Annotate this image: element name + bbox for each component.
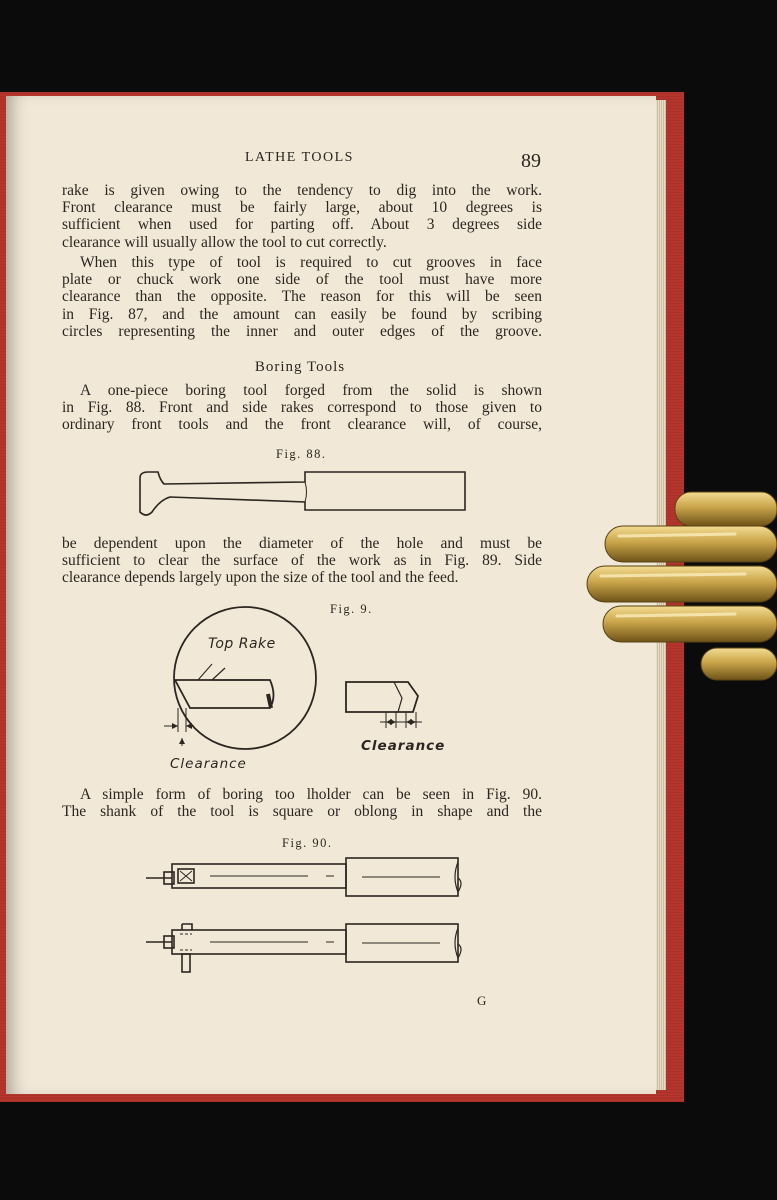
fig88-caption: Fig. 88. <box>276 447 327 461</box>
text-line: circles representing the inner and outer edges of the groove. <box>62 322 542 340</box>
paragraph-5 <box>62 786 542 820</box>
brass-hand-bookmark-icon <box>585 488 777 688</box>
page-number: 89 <box>521 150 541 172</box>
text-line: sufficient when used for parting off. About 3 degrees side <box>62 216 542 234</box>
text-line: clearance depends largely upon the size of the tool and the feed. <box>62 569 459 587</box>
text-line: A simple form of boring too lholder can be seen in Fig. 90. <box>80 786 542 803</box>
text-line: sufficient to clear the surface of the work as in Fig. 89. Side <box>62 552 542 570</box>
text-line: clearance than the opposite. The reason for this will be seen <box>62 288 542 306</box>
paragraph-3 <box>62 382 542 434</box>
label-clearance-left: Clearance <box>170 756 247 772</box>
signature-mark: G <box>477 993 487 1008</box>
label-top-rake: Top Rake <box>208 636 276 652</box>
text-line: The shank of the tool is square or oblong in shape and the <box>62 803 542 821</box>
text-line: A one-piece boring tool forged from the solid is shown <box>80 382 542 399</box>
label-clearance-right: Clearance <box>361 738 446 754</box>
text-line: in Fig. 87, and the amount can easily be found by scribing <box>62 305 542 323</box>
paragraph-4 <box>62 535 542 587</box>
text-line: in Fig. 88. Front and side rakes correspond to those given to <box>62 399 542 417</box>
running-head: LATHE TOOLS <box>245 150 354 165</box>
text-line: ordinary front tools and the front clearance will, of course, <box>62 416 542 434</box>
paragraph-2 <box>62 254 542 340</box>
fig88-boring-tool-drawing <box>130 462 475 524</box>
text-line: When this type of tool is required to cut grooves in face <box>80 254 542 271</box>
fig89-caption: Fig. 9. <box>330 602 373 616</box>
text-line: Front clearance must be fairly large, about 10 degrees is <box>62 199 542 217</box>
paragraph-1 <box>62 182 542 251</box>
text-line: rake is given owing to the tendency to dig into the work. <box>62 182 542 199</box>
text-line: plate or chuck work one side of the tool must have more <box>62 271 542 289</box>
text-line: clearance will usually allow the tool to cut correctly. <box>62 233 387 251</box>
fig90-toolholder-drawing <box>140 852 475 977</box>
text-line: be dependent upon the diameter of the hole and must be <box>62 535 542 552</box>
section-heading: Boring Tools <box>254 359 346 375</box>
fig90-caption: Fig. 90. <box>282 836 333 850</box>
